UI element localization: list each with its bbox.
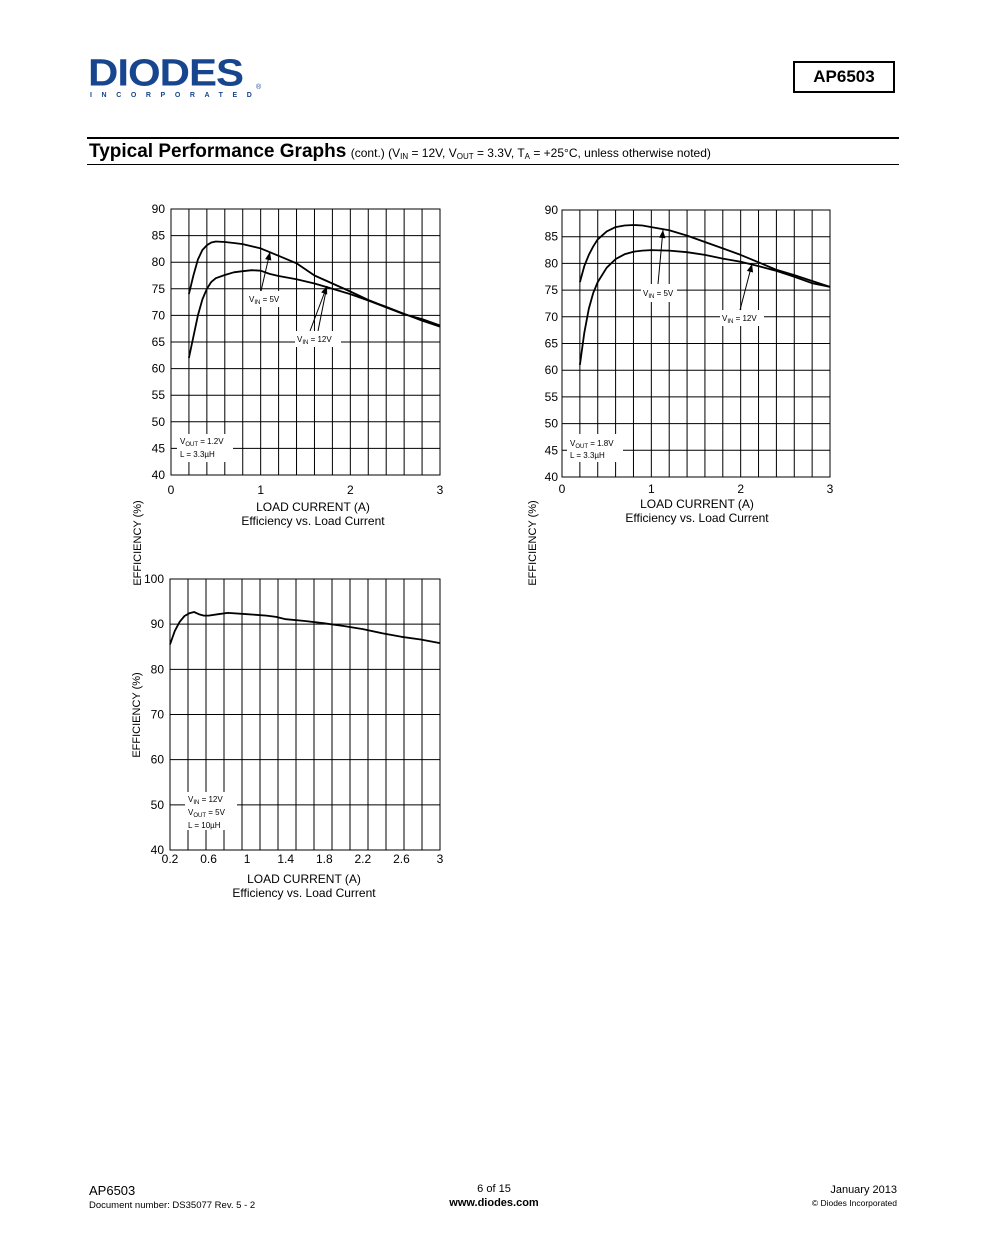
- y-tick-label: 65: [544, 336, 558, 351]
- x-tick-label: 3: [436, 852, 444, 866]
- y-tick-label: 70: [544, 309, 558, 324]
- y-tick-label: 80: [151, 255, 165, 270]
- logo-text: DIODES: [88, 51, 244, 94]
- y-tick-label: 50: [150, 797, 164, 812]
- series-line-1: [170, 612, 440, 645]
- section-conditions: (cont.) ($V_{IN} = 12V$, $V_{OUT} = 3.3V$, $T_A = +25^\circ C$, unless otherwise noted): [350, 146, 711, 161]
- annotation-label: $V_{IN} = 5V$: [643, 289, 674, 300]
- annotation-label: $V_{OUT} = 5V$: [188, 808, 225, 819]
- y-axis-label: EFFICIENCY (%): [527, 500, 539, 586]
- x-tick-label: 2.2: [354, 852, 372, 866]
- company-logo: [88, 51, 264, 100]
- y-tick-label: 80: [544, 256, 558, 271]
- x-tick-label: 1: [243, 852, 251, 866]
- efficiency-chart-3: [120, 570, 460, 905]
- x-tick-label: 0.6: [200, 852, 217, 866]
- x-axis-label: LOAD CURRENT (A): [247, 872, 361, 886]
- y-tick-label: 60: [544, 363, 558, 378]
- section-heading: Typical Performance Graphs: [89, 141, 347, 162]
- efficiency-chart-2: [510, 200, 850, 586]
- y-tick-label: 45: [151, 441, 165, 456]
- y-tick-label: 85: [151, 228, 165, 243]
- x-tick-label: 0: [558, 482, 566, 496]
- footer-copyright: © Diodes Incorporated: [811, 1198, 897, 1208]
- chart-caption: Efficiency vs. Load Current: [625, 511, 769, 525]
- y-axis-label: EFFICIENCY (%): [131, 672, 143, 758]
- footer-part: AP6503: [89, 1183, 136, 1198]
- part-number-box: [793, 61, 895, 93]
- y-tick-label: 60: [150, 752, 164, 767]
- y-tick-label: 50: [151, 414, 165, 429]
- annotation-arrow-line: [658, 230, 663, 284]
- y-tick-label: 60: [151, 361, 165, 376]
- y-tick-label: 70: [150, 707, 164, 722]
- x-tick-label: 1.8: [315, 852, 333, 866]
- y-tick-label: 55: [544, 389, 558, 404]
- y-tick-label: 90: [151, 202, 165, 216]
- x-tick-label: 1: [257, 483, 265, 497]
- y-tick-label: 50: [544, 416, 558, 431]
- y-tick-label: 85: [544, 229, 558, 244]
- y-tick-label: 40: [150, 843, 164, 857]
- chart-annotations: [185, 792, 237, 830]
- annotation-label: $V_{IN} = 12V$: [722, 314, 757, 325]
- x-tick-label: 3: [436, 483, 444, 497]
- chart-annotations: [567, 230, 764, 462]
- registered-mark: ®: [256, 84, 262, 91]
- x-tick-label: 0: [167, 483, 175, 497]
- y-tick-label: 90: [150, 617, 164, 632]
- header-rule-top: [87, 137, 899, 139]
- annotation-arrowhead: [747, 264, 753, 273]
- footer-doc-number: Document number: DS35077 Rev. 5 - 2: [89, 1200, 256, 1211]
- y-tick-label: 75: [544, 283, 558, 298]
- y-tick-label: 70: [151, 308, 165, 323]
- annotation-label: $V_{IN} = 12V$: [188, 795, 223, 806]
- y-tick-label: 40: [151, 468, 165, 482]
- annotation-label: L = 3.3µH: [570, 451, 605, 460]
- x-tick-label: 2: [346, 483, 354, 497]
- y-tick-label: 100: [143, 572, 164, 586]
- chart-series: [170, 612, 440, 645]
- x-tick-label: 2.6: [393, 852, 410, 866]
- footer-page: 6 of 15: [477, 1183, 511, 1195]
- section-title: [89, 141, 711, 163]
- header-rule-bottom: [87, 164, 899, 165]
- y-tick-label: 55: [151, 388, 165, 403]
- annotation-label: L = 3.3µH: [180, 450, 215, 459]
- y-tick-label: 90: [544, 203, 558, 217]
- annotation-label: $V_{OUT} = 1.2V$: [180, 437, 224, 448]
- chart-caption: Efficiency vs. Load Current: [232, 886, 376, 900]
- x-tick-label: 3: [826, 482, 834, 496]
- y-tick-label: 75: [151, 281, 165, 296]
- x-tick-label: 1: [647, 482, 655, 496]
- y-tick-label: 40: [544, 470, 558, 484]
- x-tick-label: 1.4: [277, 852, 295, 866]
- x-axis-label: LOAD CURRENT (A): [256, 500, 370, 514]
- logo-subtitle: INCORPORATED: [90, 92, 262, 99]
- x-tick-label: 2: [737, 482, 745, 496]
- y-tick-label: 65: [151, 335, 165, 349]
- footer-date: January 2013: [830, 1184, 897, 1196]
- part-number: AP6503: [813, 67, 875, 86]
- annotation-label: L = 10µH: [188, 821, 221, 830]
- annotation-label: $V_{OUT} = 1.8V$: [570, 439, 614, 450]
- y-tick-label: 45: [544, 443, 558, 458]
- annotation-label: $V_{IN} = 5V$: [249, 295, 280, 306]
- y-tick-label: 80: [150, 662, 164, 677]
- y-axis-label: EFFICIENCY (%): [132, 500, 144, 586]
- x-tick-label: 0.2: [161, 852, 179, 866]
- chart-caption: Efficiency vs. Load Current: [241, 514, 385, 528]
- footer-website[interactable]: www.diodes.com: [449, 1197, 539, 1209]
- annotation-arrowhead: [659, 230, 665, 238]
- annotation-label: $V_{IN} = 12V$: [297, 335, 332, 346]
- x-axis-label: LOAD CURRENT (A): [640, 497, 754, 511]
